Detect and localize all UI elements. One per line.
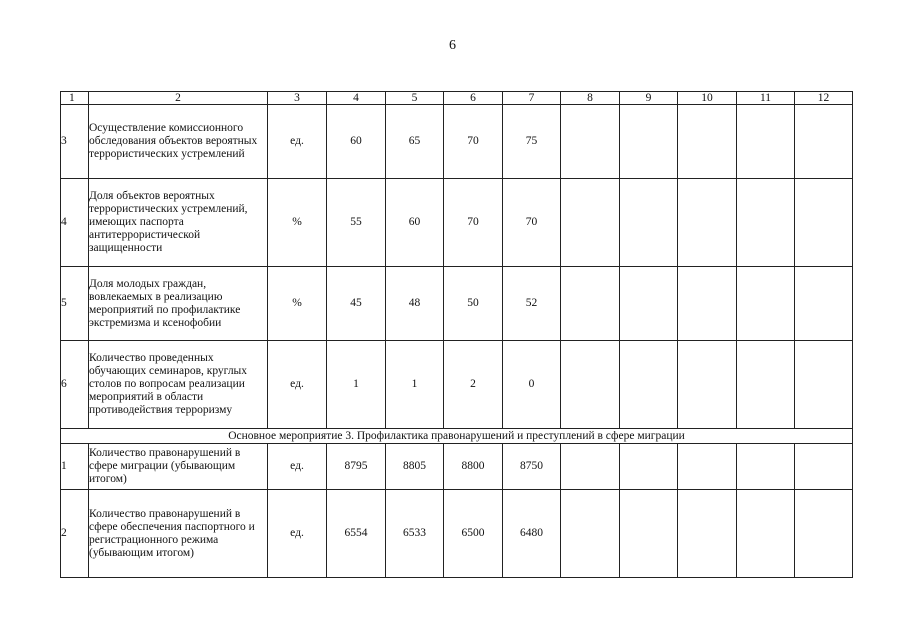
unit-cell: ед.	[268, 341, 327, 429]
value-cell: 1	[386, 341, 444, 429]
value-cell: 55	[327, 179, 386, 267]
table-row	[61, 444, 853, 490]
empty-cell	[561, 341, 620, 429]
column-header: 2	[89, 92, 268, 105]
column-header: 11	[737, 92, 795, 105]
column-header: 5	[386, 92, 444, 105]
row-number: 1	[61, 444, 89, 490]
value-cell: 6480	[503, 490, 561, 578]
row-number: 2	[61, 490, 89, 578]
column-header: 8	[561, 92, 620, 105]
column-header: 7	[503, 92, 561, 105]
column-header: 10	[678, 92, 737, 105]
unit-cell: ед.	[268, 444, 327, 490]
unit-cell: ед.	[268, 490, 327, 578]
empty-cell	[795, 341, 853, 429]
empty-cell	[561, 267, 620, 341]
row-number: 6	[61, 341, 89, 429]
value-cell: 2	[444, 341, 503, 429]
value-cell: 65	[386, 105, 444, 179]
table-row	[61, 267, 853, 341]
value-cell: 48	[386, 267, 444, 341]
value-cell: 8805	[386, 444, 444, 490]
empty-cell	[678, 444, 737, 490]
empty-cell	[561, 179, 620, 267]
indicator-description: Доля объектов вероятных террористических устремлений, имеющих паспорта антитеррористической защищенности	[89, 179, 268, 267]
empty-cell	[620, 105, 678, 179]
empty-cell	[678, 179, 737, 267]
empty-cell	[620, 267, 678, 341]
row-number: 4	[61, 179, 89, 267]
row-number: 5	[61, 267, 89, 341]
empty-cell	[737, 105, 795, 179]
empty-cell	[737, 341, 795, 429]
value-cell: 45	[327, 267, 386, 341]
empty-cell	[737, 490, 795, 578]
value-cell: 60	[327, 105, 386, 179]
section-header-row	[61, 429, 853, 444]
empty-cell	[561, 490, 620, 578]
page-number: 6	[449, 38, 456, 53]
empty-cell	[737, 179, 795, 267]
indicator-description: Осуществление комиссионного обследования объектов вероятных террористических устремлений	[89, 105, 268, 179]
value-cell: 70	[503, 179, 561, 267]
section-title: Основное мероприятие 3. Профилактика правонарушений и преступлений в сфере миграции	[61, 429, 853, 444]
value-cell: 52	[503, 267, 561, 341]
empty-cell	[795, 105, 853, 179]
empty-cell	[795, 179, 853, 267]
value-cell: 6533	[386, 490, 444, 578]
empty-cell	[678, 490, 737, 578]
indicator-description: Количество правонарушений в сфере миграции (убывающим итогом)	[89, 444, 268, 490]
indicators-table	[60, 91, 853, 578]
table-row	[61, 490, 853, 578]
indicator-description: Доля молодых граждан, вовлекаемых в реализацию мероприятий по профилактике экстремизма и ксенофобии	[89, 267, 268, 341]
value-cell: 50	[444, 267, 503, 341]
unit-cell: %	[268, 267, 327, 341]
empty-cell	[795, 490, 853, 578]
empty-cell	[620, 341, 678, 429]
value-cell: 8750	[503, 444, 561, 490]
indicator-description: Количество проведенных обучающих семинаров, круглых столов по вопросам реализации мероприятий в области противодействия терроризму	[89, 341, 268, 429]
value-cell: 75	[503, 105, 561, 179]
empty-cell	[795, 267, 853, 341]
empty-cell	[620, 444, 678, 490]
empty-cell	[678, 341, 737, 429]
column-header: 6	[444, 92, 503, 105]
value-cell: 8800	[444, 444, 503, 490]
table-row	[61, 341, 853, 429]
table-row	[61, 105, 853, 179]
empty-cell	[561, 444, 620, 490]
value-cell: 1	[327, 341, 386, 429]
column-header: 3	[268, 92, 327, 105]
value-cell: 6554	[327, 490, 386, 578]
column-header: 4	[327, 92, 386, 105]
empty-cell	[795, 444, 853, 490]
row-number: 3	[61, 105, 89, 179]
empty-cell	[737, 267, 795, 341]
column-header: 12	[795, 92, 853, 105]
empty-cell	[620, 179, 678, 267]
empty-cell	[678, 105, 737, 179]
column-header: 9	[620, 92, 678, 105]
indicator-description: Количество правонарушений в сфере обеспечения паспортного и регистрационного режима (убывающим итогом)	[89, 490, 268, 578]
unit-cell: %	[268, 179, 327, 267]
value-cell: 60	[386, 179, 444, 267]
unit-cell: ед.	[268, 105, 327, 179]
value-cell: 70	[444, 105, 503, 179]
empty-cell	[620, 490, 678, 578]
empty-cell	[737, 444, 795, 490]
value-cell: 0	[503, 341, 561, 429]
value-cell: 70	[444, 179, 503, 267]
column-header: 1	[61, 92, 89, 105]
value-cell: 6500	[444, 490, 503, 578]
table-row	[61, 179, 853, 267]
value-cell: 8795	[327, 444, 386, 490]
empty-cell	[678, 267, 737, 341]
empty-cell	[561, 105, 620, 179]
column-number-header-row	[61, 92, 853, 105]
